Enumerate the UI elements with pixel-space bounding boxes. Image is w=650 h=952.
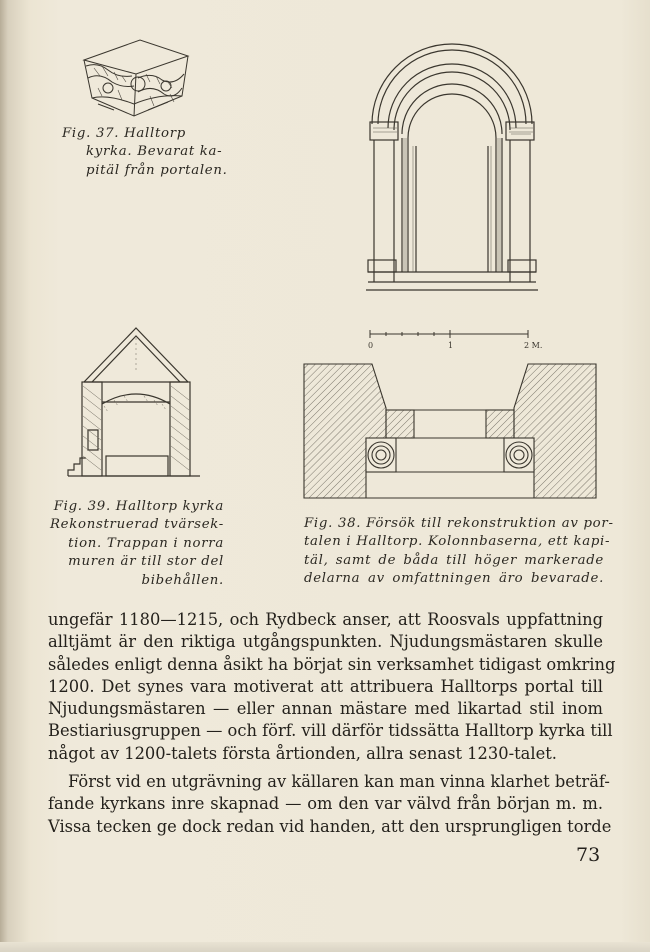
caption-line: bibehållen. <box>141 572 224 588</box>
scale-bar <box>362 326 562 350</box>
page-number: 73 <box>576 844 601 866</box>
caption-line: Fig. 39. Halltorp kyrka <box>53 499 224 514</box>
caption-line: kyrka. Bevarat ka- <box>86 144 223 160</box>
text-line: fande kyrkans inre skapnad — om den var välvd från början m. m. <box>48 794 603 814</box>
body-text <box>48 609 616 838</box>
church-cross-section-drawing <box>64 320 204 486</box>
caption-line: Rekonstruerad tvärsek- <box>49 517 224 533</box>
scale-label-0: 0 <box>368 341 374 350</box>
caption-line: Fig. 37. Halltorp <box>62 126 186 141</box>
text-line: 1200. Det synes vara motiverat att attribuera Halltorps portal till <box>48 676 603 696</box>
fig38-caption <box>304 515 614 589</box>
text-line: alltjämt är den riktiga utgångspunkten. Njudungsmästaren skulle <box>48 632 603 652</box>
fig39-caption <box>48 498 224 590</box>
fig37-caption <box>62 125 228 180</box>
page-edge <box>0 942 650 952</box>
portal-plan-drawing <box>300 358 600 504</box>
text-line: Bestiariusgruppen — och förf. vill därför tidssätta Halltorp kyrka till <box>48 721 613 741</box>
caption-line: delarna av omfattningen äro bevarade. <box>304 571 604 587</box>
text-line: ungefär 1180—1215, och Rydbeck anser, att Roosvals uppfattning <box>48 610 603 629</box>
text-line: Först vid en utgrävning av källaren kan man vinna klarhet beträf- <box>68 772 610 792</box>
text-line: Njudungsmästaren — eller annan mästare med likartad stil inom <box>48 699 603 719</box>
caption-line: tion. Trappan i norra <box>68 535 224 551</box>
capital-illustration <box>78 38 194 118</box>
scale-label-1: 1 <box>448 341 454 350</box>
text-line: Vissa tecken ge dock redan vid handen, att den ursprungligen torde <box>48 816 612 836</box>
caption-line: muren är till stor del <box>68 554 224 570</box>
text-line: således enligt denna åsikt ha börjat sin verksamhet tidigast omkring <box>48 654 616 674</box>
caption-line: Fig. 38. Försök till rekonstruktion av por- <box>304 516 614 531</box>
caption-line: pitäl från portalen. <box>86 162 228 178</box>
portal-elevation-drawing <box>360 34 550 298</box>
scale-label-2: 2 M. <box>524 341 543 350</box>
text-line: något av 1200-talets första årtionden, allra senast 1230-talet. <box>48 743 557 763</box>
caption-line: talen i Halltorp. Kolonnbaserna, ett kapi- <box>304 534 611 550</box>
caption-line: täl, samt de båda till höger markerade <box>304 552 604 568</box>
